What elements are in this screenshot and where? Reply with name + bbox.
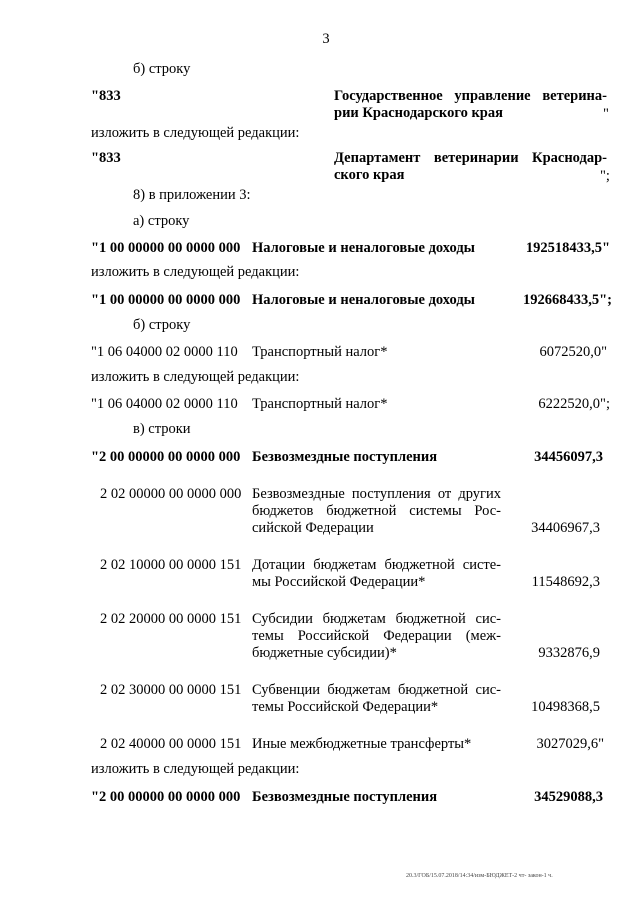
row-202-40000-code: 2 02 40000 00 0000 151 (100, 736, 242, 752)
row-202-30000-line2: темы Российской Федерации* (252, 699, 439, 715)
row-833-old-name-line2: рии Краснодарского края (334, 105, 503, 121)
row-202-20000-line2: темы Российской Федерации (меж- (252, 628, 501, 644)
row-833-new-close-quote: "; (600, 168, 610, 184)
row-transport-old-name: Транспортный налог* (252, 344, 388, 360)
row-gratuitous-old-code: "2 00 00000 00 0000 000 (91, 449, 241, 465)
row-202-20000-code: 2 02 20000 00 0000 151 (100, 611, 242, 627)
row-202-10000-value: 11548692,3 (531, 574, 600, 590)
row-transport-new-name: Транспортный налог* (252, 396, 388, 412)
row-gratuitous-old-name: Безвозмездные поступления (252, 449, 438, 465)
appendix-label: 8) в приложении 3: (133, 187, 251, 203)
row-202-00000-value: 34406967,3 (531, 520, 600, 536)
row-202-30000-value: 10498368,5 (531, 699, 600, 715)
row-taxes-old-value: 192518433,5" (525, 240, 610, 256)
row-taxes-new-name: Налоговые и неналоговые доходы (252, 292, 475, 308)
row-202-10000-line2: мы Российской Федерации* (252, 574, 426, 590)
row-gratuitous-new-value: 34529088,3 (534, 789, 603, 805)
redaction-text-4: изложить в следующей редакции: (91, 761, 300, 777)
row-gratuitous-new-code: "2 00 00000 00 0000 000 (91, 789, 241, 805)
row-833-old-code: "833 (91, 88, 121, 104)
row-833-new-code: "833 (91, 150, 121, 166)
row-202-00000-code: 2 02 00000 00 0000 000 (100, 486, 242, 502)
redaction-text-3: изложить в следующей редакции: (91, 369, 300, 385)
row-taxes-old-code: "1 00 00000 00 0000 000 (91, 240, 241, 256)
row-gratuitous-old-value: 34456097,3 (534, 449, 603, 465)
section-v-label: в) строки (133, 421, 191, 437)
redaction-text-2: изложить в следующей редакции: (91, 264, 300, 280)
row-transport-old-code: "1 06 04000 02 0000 110 (91, 344, 238, 360)
row-833-new-name-line1: Департамент ветеринарии Краснодар- (334, 150, 607, 166)
section-a-label: а) строку (133, 213, 190, 229)
row-202-10000-line1: Дотации бюджетам бюджетной систе- (252, 557, 501, 573)
row-transport-new-code: "1 06 04000 02 0000 110 (91, 396, 238, 412)
row-202-40000-line1: Иные межбюджетные трансферты* (252, 736, 472, 752)
row-202-30000-line1: Субвенции бюджетам бюджетной сис- (252, 682, 501, 698)
row-202-00000-line2: бюджетов бюджетной системы Рос- (252, 503, 501, 519)
row-taxes-new-value: 192668433,5"; (522, 292, 612, 308)
row-202-00000-line1: Безвозмездные поступления от других (252, 486, 501, 502)
redaction-text-1: изложить в следующей редакции: (91, 125, 300, 141)
row-833-new-name-line2: ского края (334, 167, 405, 183)
row-202-00000-line3: сийской Федерации (252, 520, 374, 536)
row-833-old-name-line1: Государственное управление ветерина- (334, 88, 607, 104)
section-b1-label: б) строку (133, 61, 191, 77)
row-202-30000-code: 2 02 30000 00 0000 151 (100, 682, 242, 698)
row-transport-new-value: 6222520,0"; (538, 396, 610, 412)
row-transport-old-value: 6072520,0" (539, 344, 607, 360)
row-taxes-new-code: "1 00 00000 00 0000 000 (91, 292, 241, 308)
row-202-20000-line3: бюджетные субсидии)* (252, 645, 397, 661)
row-202-20000-value: 9332876,9 (538, 645, 600, 661)
document-footer: 20.3/ГОБ/15.07.2018/14:34/изм-БЮДЖЕТ-2 чт- закон-1 ч. (406, 873, 553, 879)
section-b2-label: б) строку (133, 317, 191, 333)
row-taxes-old-name: Налоговые и неналоговые доходы (252, 240, 475, 256)
row-202-20000-line1: Субсидии бюджетам бюджетной сис- (252, 611, 501, 627)
row-202-10000-code: 2 02 10000 00 0000 151 (100, 557, 242, 573)
page-number: 3 (322, 31, 330, 47)
row-202-40000-value: 3027029,6" (536, 736, 604, 752)
row-833-old-close-quote: " (603, 106, 609, 122)
row-gratuitous-new-name: Безвозмездные поступления (252, 789, 438, 805)
